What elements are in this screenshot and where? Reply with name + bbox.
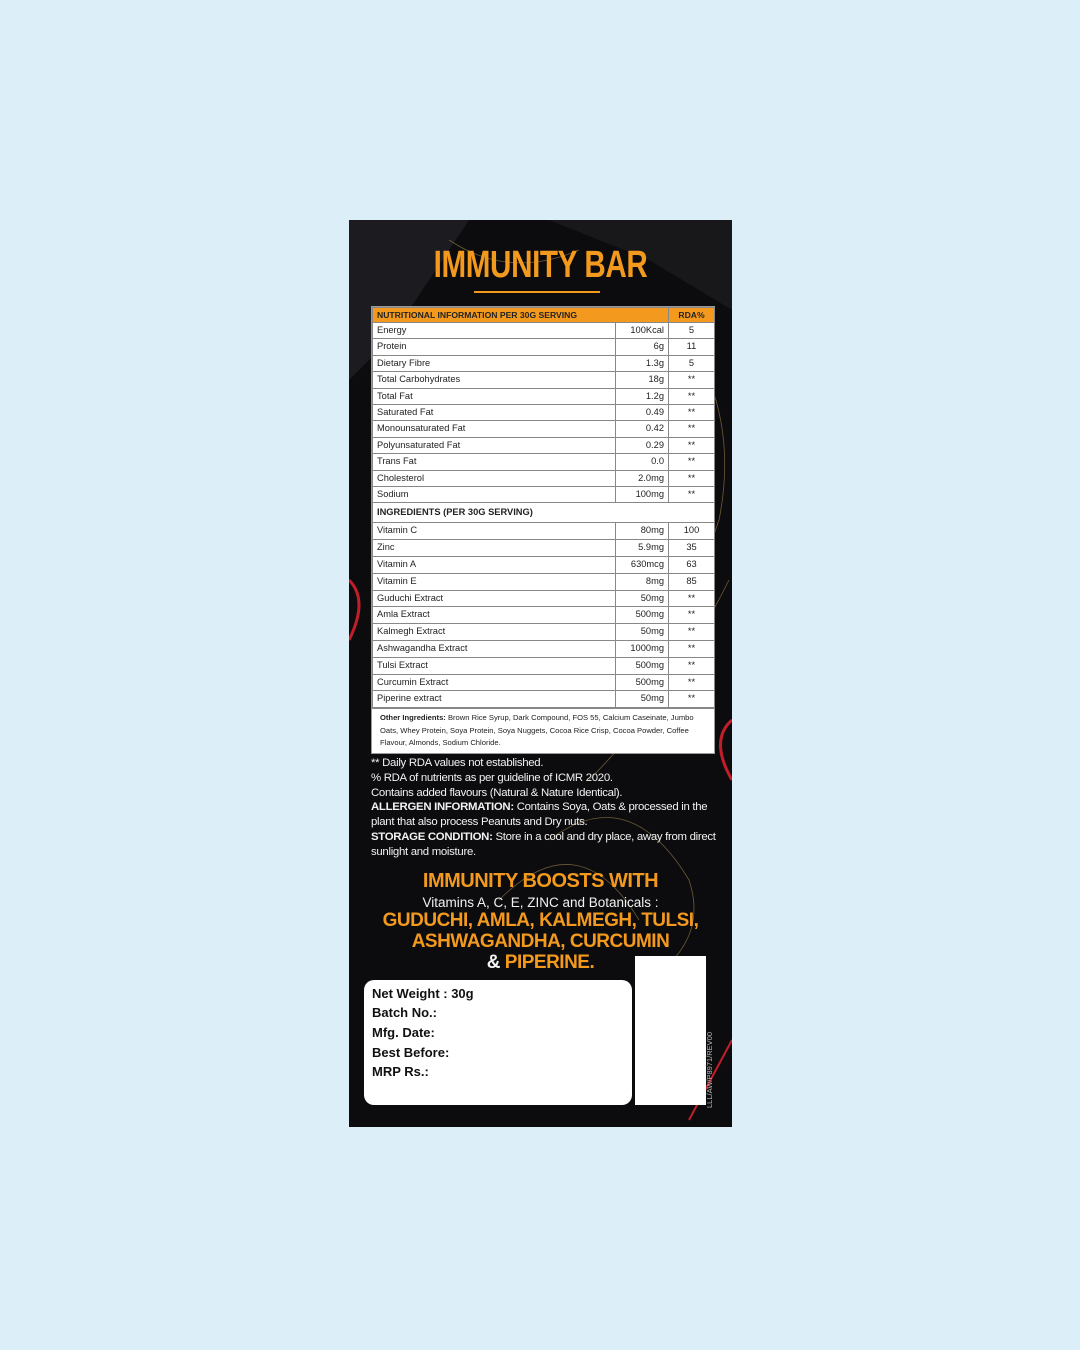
nutrition-header: NUTRITIONAL INFORMATION PER 30G SERVING: [373, 308, 669, 323]
nutrition-table: [372, 307, 715, 708]
nutrient-value: 18g: [616, 372, 669, 388]
nutrient-value: 500mg: [616, 607, 669, 624]
nutrient-name: Trans Fat: [373, 454, 616, 470]
rda-value: **: [669, 607, 715, 624]
ingredients-header: INGREDIENTS (PER 30G SERVING): [373, 503, 715, 523]
product-label: [349, 220, 732, 1127]
table-row: [373, 339, 715, 355]
table-row: [373, 454, 715, 470]
nutrient-name: Tulsi Extract: [373, 657, 616, 674]
rda-value: **: [669, 454, 715, 470]
rda-header: RDA%: [669, 308, 715, 323]
table-row: [373, 388, 715, 404]
allergen-label: ALLERGEN INFORMATION:: [371, 801, 514, 814]
nutrient-value: 1000mg: [616, 641, 669, 658]
nutrient-name: Zinc: [373, 540, 616, 557]
storage-info: [371, 830, 716, 860]
table-row: [373, 437, 715, 453]
rda-value: **: [669, 657, 715, 674]
other-ingredients-label: Other Ingredients:: [380, 713, 446, 723]
other-ingredients: [372, 708, 714, 753]
nutrient-value: 80mg: [616, 523, 669, 540]
nutrient-name: Total Fat: [373, 388, 616, 404]
table-row: [373, 355, 715, 371]
title-underline: [474, 291, 600, 293]
nutrient-name: Vitamin E: [373, 573, 616, 590]
table-row: [373, 691, 715, 708]
nutrient-value: 0.49: [616, 405, 669, 421]
nutrient-name: Vitamin C: [373, 523, 616, 540]
rda-value: **: [669, 372, 715, 388]
rda-value: **: [669, 405, 715, 421]
botanicals-line-2: ASHWAGANDHA, CURCUMIN: [411, 931, 670, 952]
batch-info-box: [364, 980, 632, 1105]
nutrient-name: Sodium: [373, 487, 616, 503]
nutrient-name: Curcumin Extract: [373, 674, 616, 691]
nutrient-value: 0.0: [616, 454, 669, 470]
nutrient-name: Amla Extract: [373, 607, 616, 624]
botanicals-line-1: GUDUCHI, AMLA, KALMEGH, TULSI,: [382, 910, 699, 931]
table-row: [373, 540, 715, 557]
nutrient-name: Energy: [373, 323, 616, 339]
table-row: [373, 624, 715, 641]
other-ingredients-text: Brown Rice Syrup, Dark Compound, FOS 55, Calcium Caseinate, Jumbo Oats, Whey Protein, Soya Protein, Soya Nuggets, Cocoa Rice Crisp, Cocoa Powder, Coffee Flavour, Almonds, Sodium Chloride.: [380, 713, 694, 748]
table-row: [373, 470, 715, 486]
nutrient-value: 630mcg: [616, 557, 669, 574]
table-row: [373, 421, 715, 437]
nutrient-value: 50mg: [616, 691, 669, 708]
table-row: [373, 405, 715, 421]
net-weight: Net Weight : 30g: [372, 986, 474, 1001]
nutrient-name: Vitamin A: [373, 557, 616, 574]
allergen-text: Contains Soya, Oats & processed in the plant that also process Peanuts and Dry nuts.: [371, 801, 708, 829]
nutrient-value: 0.42: [616, 421, 669, 437]
nutrient-name: Saturated Fat: [373, 405, 616, 421]
rda-value: **: [669, 624, 715, 641]
nutrient-value: 100Kcal: [616, 323, 669, 339]
storage-label: STORAGE CONDITION:: [371, 830, 493, 843]
rda-value: 5: [669, 355, 715, 371]
barcode-area: [635, 956, 706, 1105]
nutrient-name: Piperine extract: [373, 691, 616, 708]
table-row: [373, 657, 715, 674]
product-title: IMMUNITY BAR: [433, 244, 648, 286]
table-row: [373, 590, 715, 607]
rda-value: 85: [669, 573, 715, 590]
rda-value: **: [669, 421, 715, 437]
nutrient-value: 100mg: [616, 487, 669, 503]
boosts-subtitle: Vitamins A, C, E, ZINC and Botanicals :: [422, 895, 659, 910]
nutrient-name: Guduchi Extract: [373, 590, 616, 607]
revision-code: LLL/AW/P8971/REV00: [705, 1031, 714, 1108]
nutrient-value: 50mg: [616, 590, 669, 607]
rda-value: 100: [669, 523, 715, 540]
rda-value: 5: [669, 323, 715, 339]
rda-value: 35: [669, 540, 715, 557]
rda-note: ** Daily RDA values not established.: [371, 757, 544, 769]
rda-value: 11: [669, 339, 715, 355]
flavour-note: Contains added flavours (Natural & Nature Identical).: [371, 786, 623, 799]
rda-value: **: [669, 590, 715, 607]
mfg-date-label: Mfg. Date:: [372, 1025, 435, 1040]
table-row: [373, 573, 715, 590]
best-before-label: Best Before:: [372, 1045, 450, 1060]
nutrition-header-row: [373, 308, 715, 323]
table-row: [373, 487, 715, 503]
rda-value: **: [669, 487, 715, 503]
mrp-label: MRP Rs.:: [372, 1064, 429, 1079]
nutrient-name: Dietary Fibre: [373, 355, 616, 371]
nutrient-name: Polyunsaturated Fat: [373, 437, 616, 453]
icmr-note: % RDA of nutrients as per guideline of ICMR 2020.: [371, 771, 613, 784]
nutrient-value: 8mg: [616, 573, 669, 590]
rda-value: **: [669, 437, 715, 453]
table-row: [373, 523, 715, 540]
nutrient-value: 1.2g: [616, 388, 669, 404]
rda-value: **: [669, 470, 715, 486]
boosts-heading: IMMUNITY BOOSTS WITH: [422, 870, 659, 892]
nutrient-value: 500mg: [616, 657, 669, 674]
rda-value: **: [669, 674, 715, 691]
table-row: [373, 674, 715, 691]
nutrient-value: 2.0mg: [616, 470, 669, 486]
nutrient-value: 50mg: [616, 624, 669, 641]
nutrient-value: 5.9mg: [616, 540, 669, 557]
rda-value: **: [669, 691, 715, 708]
nutrient-value: 0.29: [616, 437, 669, 453]
table-row: [373, 557, 715, 574]
nutrient-value: 1.3g: [616, 355, 669, 371]
rda-value: 63: [669, 557, 715, 574]
rda-value: **: [669, 641, 715, 658]
piperine-text: PIPERINE.: [504, 952, 595, 973]
nutrient-name: Total Carbohydrates: [373, 372, 616, 388]
ingredients-header-row: [373, 503, 715, 523]
table-row: [373, 607, 715, 624]
rda-value: **: [669, 388, 715, 404]
nutrient-name: Kalmegh Extract: [373, 624, 616, 641]
nutrient-value: 500mg: [616, 674, 669, 691]
nutrient-name: Cholesterol: [373, 470, 616, 486]
ampersand: &: [486, 952, 500, 973]
allergen-info: [371, 800, 716, 830]
nutrient-name: Ashwagandha Extract: [373, 641, 616, 658]
nutrient-value: 6g: [616, 339, 669, 355]
table-row: [373, 372, 715, 388]
nutrient-name: Monounsaturated Fat: [373, 421, 616, 437]
storage-text: Store in a cool and dry place, away from direct sunlight and moisture.: [371, 830, 716, 858]
label-notes: [371, 756, 716, 860]
table-row: [373, 323, 715, 339]
nutrient-name: Protein: [373, 339, 616, 355]
table-row: [373, 641, 715, 658]
nutrition-facts-panel: [371, 306, 715, 754]
batch-number-label: Batch No.:: [372, 1005, 437, 1020]
